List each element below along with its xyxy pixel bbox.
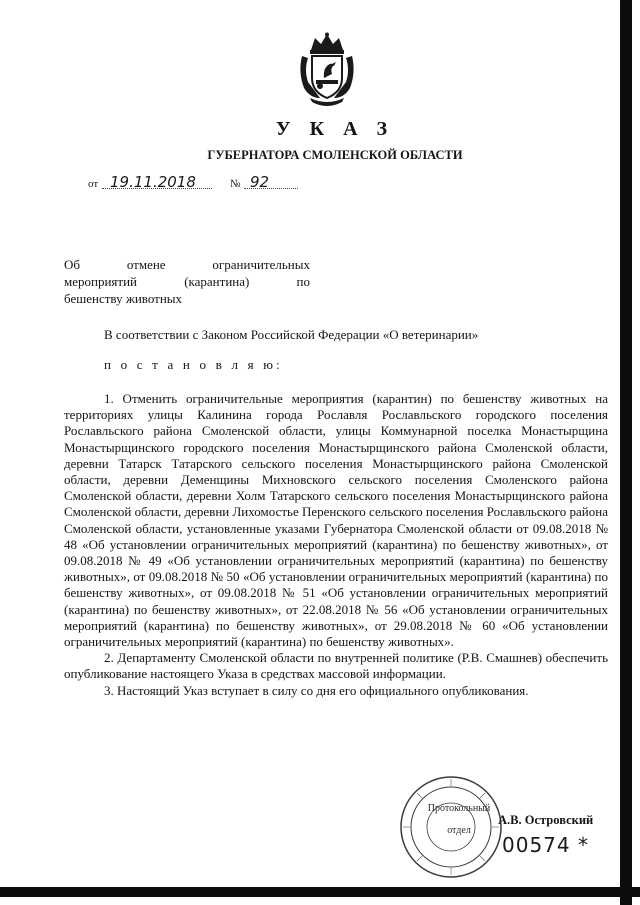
decree-subject — [64, 256, 310, 307]
subject-line: бешенству животных — [64, 291, 183, 306]
document-title: У К А З — [275, 118, 395, 140]
coat-of-arms-icon — [296, 32, 358, 108]
signatory-name: А.В. Островский — [498, 813, 594, 827]
resolution-word: п о с т а н о в л я ю: — [104, 357, 283, 372]
preamble: В соответствии с Законом Российской Федерации «О ветеринарии» — [104, 327, 479, 342]
handwritten-date: 19.11.2018 — [110, 173, 196, 191]
scan-edge-right — [620, 0, 632, 905]
registration-number: 00574 * — [502, 833, 589, 857]
scan-edge-bottom — [0, 887, 640, 897]
date-number-line — [88, 172, 308, 192]
seal-inscription — [424, 798, 494, 842]
decree-items — [64, 391, 608, 699]
number-prefix: № — [230, 178, 241, 190]
handwritten-number: 92 — [250, 173, 270, 191]
subject-line: Об отмене ограничительных — [64, 257, 310, 272]
seal-line: Протокольный — [427, 803, 491, 814]
subject-line: мероприятий (карантина) по — [64, 274, 310, 289]
date-prefix: от — [88, 178, 99, 190]
document-subtitle: ГУБЕРНАТОРА СМОЛЕНСКОЙ ОБЛАСТИ — [207, 148, 463, 162]
decree-item-2: 2. Департаменту Смоленской области по внутренней политике (Р.В. Смашнев) обеспечить опубликование настоящего Указа в средствах массовой информации. — [64, 650, 608, 682]
decree-item-1: 1. Отменить ограничительные мероприятия (карантин) по бешенству животных на территориях улицы Калинина города Рославля Рославльского городского поселения Рославльского района Смоленской области, улицы Коммунарной поселка Монастырщина Монастырщинского городского поселения Монастырщинского района Смоленской области, деревни Татарск Татарского сельского поселения Монастырщинского района Смоленской области, деревни Деменщины Михновского сельского поселения Смоленского района Смоленской области, деревни Холм Татарского сельского поселения Монастырщинского района Смоленской области, деревни Лихомостье Перенского сельского поселения Рославльского района Смоленской области, установленные указами Губернатора Смоленской области от 09.08.2018 № 48 «Об установлении ограничительных мероприятий (карантина) по бешенству животных», от 09.08.2018 № 49 «Об установлении ограничительных мероприятий (карантина) по бешенству животных», от 09.08.2018 № 50 «Об установлении ограничительных мероприятий (карантина) по бешенству животных», от 09.08.2018 № 51 «Об установлении ограничительных мероприятий (карантина) по бешенству животных», от 22.08.2018 № 56 «Об установлении ограничительных мероприятий (карантина) по бешенству животных», от 29.08.2018 № 60 «Об установлении ограничительных мероприятий (карантина) по бешенству животных». — [64, 391, 608, 650]
decree-item-3: 3. Настоящий Указ вступает в силу со дня его официального опубликования. — [104, 682, 529, 698]
seal-line: отдел — [447, 825, 471, 836]
